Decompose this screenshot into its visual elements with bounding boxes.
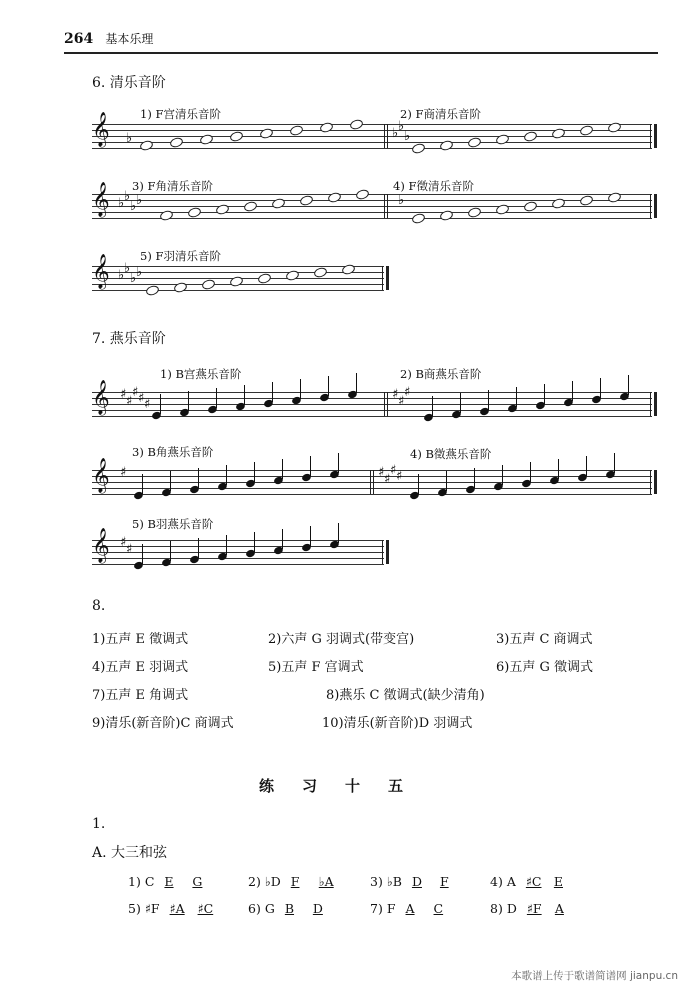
whole-note — [411, 142, 426, 155]
treble-clef-icon: 𝄞 — [92, 182, 110, 217]
question-number: 1. — [92, 816, 106, 832]
chord-root: ♭B — [386, 874, 402, 889]
chord-item — [128, 874, 210, 889]
list-item: 5)五声 F 宫调式 — [268, 660, 364, 675]
list-item: 10)清乐(新音阶)D 羽调式 — [322, 716, 473, 731]
whole-note — [257, 272, 272, 285]
section-8-title: 8. — [92, 598, 106, 614]
barline — [387, 194, 388, 218]
header-divider — [64, 52, 658, 54]
chord-third: E — [164, 874, 174, 889]
whole-note — [467, 136, 482, 149]
staff-line — [92, 540, 384, 541]
chord-number: 3) — [370, 874, 383, 889]
staff-line — [92, 392, 652, 393]
whole-note — [169, 136, 184, 149]
whole-note — [201, 278, 216, 291]
note-stem — [600, 378, 601, 398]
note-stem — [614, 453, 615, 473]
staff-line — [92, 476, 652, 477]
note-stem — [460, 393, 461, 413]
list-item: 4)五声 E 羽调式 — [92, 660, 189, 675]
note-stem — [502, 465, 503, 485]
barline — [384, 124, 385, 148]
sharp-icon: ♯ — [120, 387, 127, 402]
note-stem — [216, 388, 217, 408]
staff-line — [92, 470, 652, 471]
flat-icon: ♭ — [404, 129, 411, 144]
scale-label: 2) F商清乐音阶 — [400, 107, 481, 121]
chord-item — [490, 901, 573, 916]
sharp-icon: ♯ — [384, 472, 391, 487]
chord-root: ♭D — [264, 874, 281, 889]
staff-line — [92, 494, 652, 495]
staff-line — [92, 488, 652, 489]
chord-fifth: E — [553, 874, 563, 889]
note-stem — [310, 456, 311, 476]
barline — [384, 194, 385, 218]
whole-note — [289, 124, 304, 137]
note-stem — [446, 471, 447, 491]
chord-third: D — [411, 874, 422, 889]
chord-fifth: ♭A — [318, 874, 334, 889]
chord-fifth: G — [192, 874, 203, 889]
flat-icon: ♭ — [392, 126, 399, 141]
sharp-icon: ♯ — [378, 465, 385, 480]
sharp-icon: ♯ — [126, 394, 133, 409]
scale-label: 1) B宫燕乐音阶 — [160, 367, 242, 381]
scale-label: 4) F徵清乐音阶 — [393, 179, 474, 193]
treble-clef-icon: 𝄞 — [92, 528, 110, 563]
whole-note — [349, 118, 364, 131]
scale-label: 4) B徵燕乐音阶 — [410, 447, 492, 461]
note-stem — [226, 535, 227, 555]
chord-number: 8) — [490, 901, 503, 916]
note-stem — [338, 523, 339, 543]
sharp-icon: ♯ — [120, 535, 127, 550]
chord-third: F — [290, 874, 300, 889]
staff-line — [92, 148, 652, 149]
whole-note — [145, 284, 160, 297]
flat-icon: ♭ — [136, 193, 143, 208]
list-item: 3)五声 C 商调式 — [496, 632, 593, 647]
barline — [384, 392, 385, 416]
list-item: 7)五声 E 角调式 — [92, 688, 189, 703]
chord-number: 5) — [128, 901, 141, 916]
note-stem — [272, 382, 273, 402]
note-stem — [628, 375, 629, 395]
staff-line — [92, 290, 384, 291]
exercise-title: 练习十五 — [258, 777, 431, 795]
barline — [387, 392, 388, 416]
barline — [382, 266, 383, 290]
list-item: 6)五声 G 徵调式 — [496, 660, 593, 675]
note-stem — [198, 538, 199, 558]
chord-third: B — [284, 901, 295, 916]
barline — [650, 392, 651, 416]
note-stem — [300, 379, 301, 399]
chord-number: 2) — [248, 874, 261, 889]
barline — [650, 470, 651, 494]
flat-icon: ♭ — [130, 199, 137, 214]
note-stem — [244, 385, 245, 405]
barline — [370, 470, 371, 494]
note-stem — [328, 376, 329, 396]
whole-note — [579, 194, 594, 207]
section-7-title: 7. 燕乐音阶 — [92, 331, 166, 347]
sharp-icon: ♯ — [138, 391, 145, 406]
book-title: 基本乐理 — [105, 32, 154, 46]
staff-line — [92, 546, 384, 547]
note-stem — [254, 462, 255, 482]
list-item: 2)六声 G 羽调式(带变宫) — [268, 632, 415, 647]
barline — [387, 124, 388, 148]
whole-note — [187, 206, 202, 219]
note-stem — [516, 387, 517, 407]
sharp-icon: ♯ — [398, 394, 405, 409]
chord-root: F — [386, 901, 396, 916]
flat-icon: ♭ — [118, 196, 125, 211]
chord-item — [490, 874, 572, 889]
note-stem — [142, 544, 143, 564]
note-stem — [572, 381, 573, 401]
note-stem — [558, 459, 559, 479]
sharp-icon: ♯ — [396, 469, 403, 484]
chord-third: A — [405, 901, 415, 916]
chord-item — [128, 901, 216, 916]
note-stem — [198, 468, 199, 488]
whole-note — [523, 130, 538, 143]
note-stem — [586, 456, 587, 476]
staff-line — [92, 416, 652, 417]
barline — [650, 124, 651, 148]
note-stem — [282, 529, 283, 549]
staff-line — [92, 206, 652, 207]
chord-fifth: F — [439, 874, 449, 889]
treble-clef-icon: 𝄞 — [92, 380, 110, 415]
flat-icon: ♭ — [118, 268, 125, 283]
whole-note — [467, 206, 482, 219]
note-stem — [254, 532, 255, 552]
sharp-icon: ♯ — [390, 463, 397, 478]
chord-number: 1) — [128, 874, 141, 889]
flat-icon: ♭ — [130, 271, 137, 286]
chord-number: 7) — [370, 901, 383, 916]
staff-line — [92, 130, 652, 131]
note-stem — [488, 390, 489, 410]
final-barline — [654, 124, 657, 148]
section-6-title: 6. 清乐音阶 — [92, 75, 166, 91]
whole-note — [229, 130, 244, 143]
whole-note — [579, 124, 594, 137]
note-stem — [310, 526, 311, 546]
whole-note — [313, 266, 328, 279]
chord-third: ♯F — [526, 901, 542, 916]
note-stem — [170, 471, 171, 491]
staff-line — [92, 200, 652, 201]
barline — [382, 540, 383, 564]
staff-line — [92, 482, 652, 483]
sharp-icon: ♯ — [144, 397, 151, 412]
sharp-icon: ♯ — [120, 465, 127, 480]
sharp-icon: ♯ — [404, 385, 411, 400]
note-stem — [160, 394, 161, 414]
flat-icon: ♭ — [398, 193, 405, 208]
treble-clef-icon: 𝄞 — [92, 458, 110, 493]
treble-clef-icon: 𝄞 — [92, 112, 110, 147]
scale-label: 5) B羽燕乐音阶 — [132, 517, 214, 531]
note-stem — [142, 474, 143, 494]
staff-line — [92, 124, 652, 125]
final-barline — [654, 194, 657, 218]
final-barline — [654, 470, 657, 494]
whole-note — [299, 194, 314, 207]
note-stem — [432, 396, 433, 416]
chord-item — [248, 901, 331, 916]
note-stem — [282, 459, 283, 479]
chord-item — [370, 901, 452, 916]
sharp-icon: ♯ — [126, 542, 133, 557]
note-stem — [530, 462, 531, 482]
part-a-title: A. 大三和弦 — [92, 845, 168, 861]
chord-fifth: D — [312, 901, 323, 916]
chord-number: 6) — [248, 901, 261, 916]
list-item: 9)清乐(新音阶)C 商调式 — [92, 716, 234, 731]
flat-icon: ♭ — [398, 119, 405, 134]
flat-icon: ♭ — [136, 265, 143, 280]
page-number: 264 — [64, 31, 94, 47]
list-item: 8)燕乐 C 徵调式(缺少清角) — [326, 688, 485, 703]
chord-third: ♯C — [525, 874, 542, 889]
chord-item — [370, 874, 458, 889]
list-item: 1)五声 E 徵调式 — [92, 632, 189, 647]
scale-label: 3) F角清乐音阶 — [132, 179, 213, 193]
treble-clef-icon: 𝄞 — [92, 254, 110, 289]
final-barline — [654, 392, 657, 416]
chord-root: C — [144, 874, 155, 889]
flat-icon: ♭ — [126, 131, 133, 146]
scale-label: 1) F宫清乐音阶 — [140, 107, 221, 121]
note-stem — [356, 373, 357, 393]
chord-root: G — [264, 901, 275, 916]
final-barline — [386, 540, 389, 564]
staff-line — [92, 552, 384, 553]
whole-note — [411, 212, 426, 225]
chord-fifth: C — [433, 901, 444, 916]
chord-fifth: ♯C — [197, 901, 214, 916]
staff-line — [92, 218, 652, 219]
chord-root: ♯F — [144, 901, 160, 916]
whole-note — [523, 200, 538, 213]
sharp-icon: ♯ — [392, 387, 399, 402]
flat-icon: ♭ — [124, 189, 131, 204]
barline — [373, 470, 374, 494]
flat-icon: ♭ — [124, 261, 131, 276]
chord-third: ♯A — [169, 901, 185, 916]
whole-note — [355, 188, 370, 201]
note-stem — [226, 465, 227, 485]
scale-label: 5) F羽清乐音阶 — [140, 249, 221, 263]
staff-line — [92, 410, 652, 411]
whole-note — [243, 200, 258, 213]
scale-label: 3) B角燕乐音阶 — [132, 445, 214, 459]
note-stem — [474, 468, 475, 488]
note-stem — [188, 391, 189, 411]
chord-item — [248, 874, 337, 889]
note-stem — [544, 384, 545, 404]
barline — [650, 194, 651, 218]
staff-line — [92, 212, 652, 213]
staff-line — [92, 194, 652, 195]
page-header — [64, 30, 153, 47]
note-stem — [338, 453, 339, 473]
staff-line — [92, 558, 384, 559]
final-barline — [386, 266, 389, 290]
sharp-icon: ♯ — [132, 385, 139, 400]
chord-fifth: A — [554, 901, 564, 916]
note-stem — [170, 541, 171, 561]
note-stem — [418, 474, 419, 494]
scale-label: 2) B商燕乐音阶 — [400, 367, 482, 381]
footer-watermark: 本歌谱上传于歌谱简谱网 jianpu.cn — [511, 970, 678, 982]
chord-root: A — [506, 874, 516, 889]
chord-root: D — [506, 901, 517, 916]
chord-number: 4) — [490, 874, 503, 889]
